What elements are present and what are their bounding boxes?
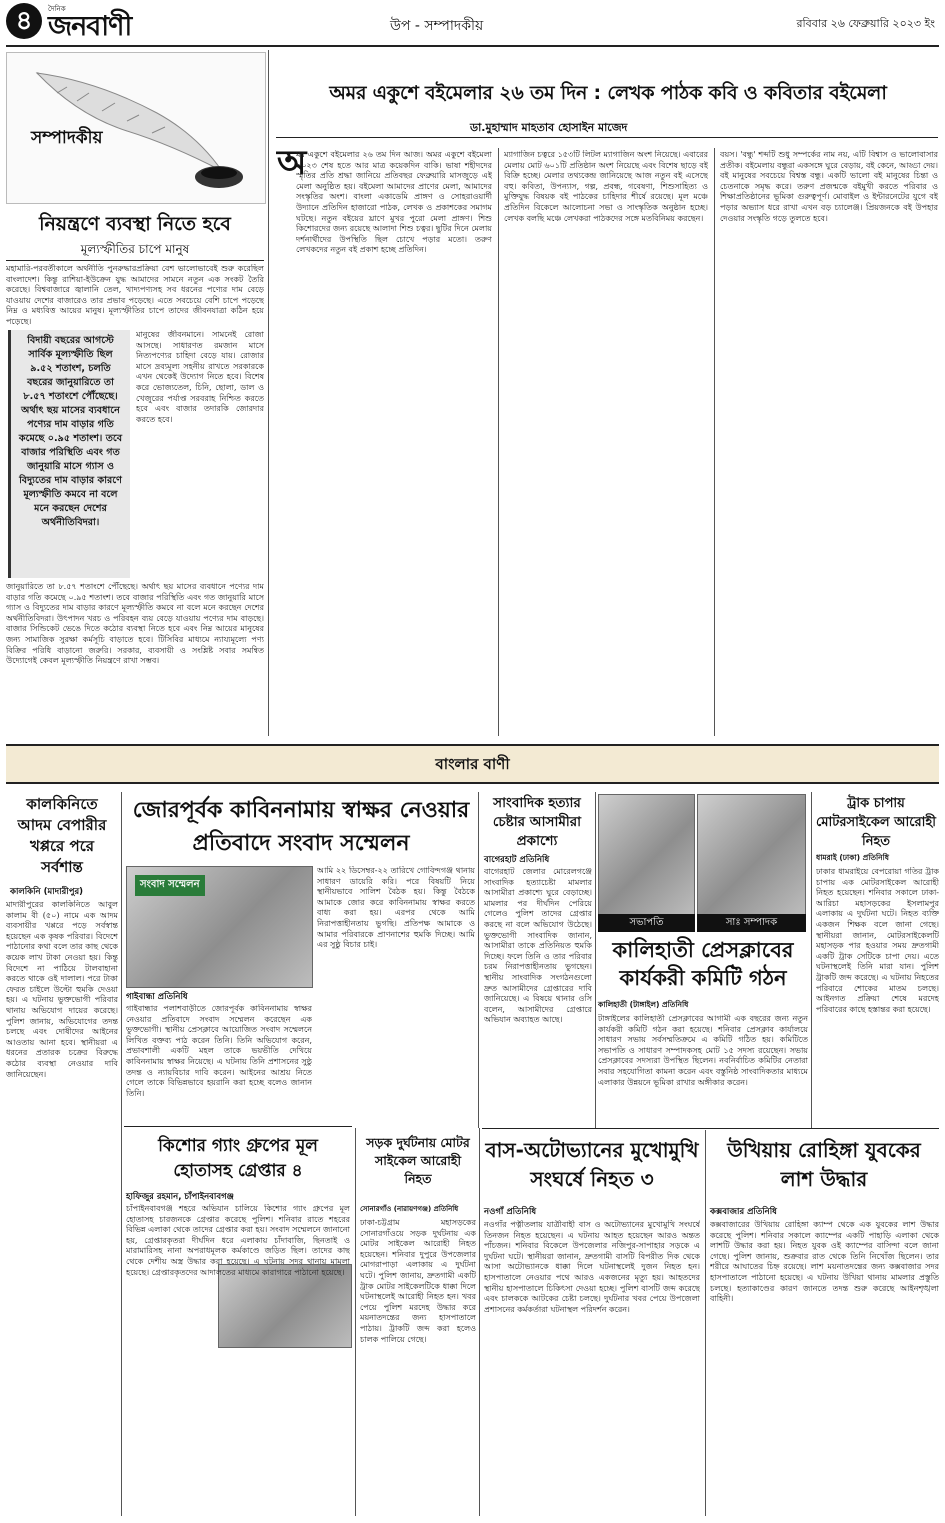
feature-col-2: ম্যাগাজিন চত্বরে ১৫৩টি লিটল ম্যাগাজিন অংশ নিয়েছে। এবারের মেলায় মোট ৬০১টি প্রতিষ্ঠান অংশ নিয়েছে এবং বিশেষ ছাড়ে বই বিক্রি হচ্ছে। মেলার তথ্যকেন্দ্র জানিয়েছে আজ নতুন বই এসেছে বহু। কবিতা, উপন্যাস, গল্প, প্রবন্ধ, গবেষণা, শিশুসাহিত্য ও মুক্তিযুদ্ধ বিষয়ক বই পাঠকের চাহিদার শীর্ষে রয়েছে। মূল মঞ্চে প্রতিদিন বিকেলে আলোচনা সভা ও সাংস্কৃতিক অনুষ্ঠান হচ্ছে। লেখক বলছি মঞ্চে লেখকরা পাঠকদের সঙ্গে মতবিনিময় করছেন। [504,150,708,223]
daily-label: দৈনিক [48,5,66,13]
news-byline: সোনারগাঁও (নারায়ণগঞ্জ) প্রতিনিধি [360,1205,459,1213]
feature-divider-1 [498,148,499,736]
news-headline: কালকিনিতে আদম বেপারীর খপ্পরে পরে সর্বশান্ত [17,795,107,876]
column-divider [268,50,269,736]
secretary-portrait [697,794,806,916]
news-body: টাঙ্গাইলের কালিহাতী প্রেসক্লাবের আগামী এক বছরের জন্য নতুন কার্যকরী কমিটি গঠন করা হয়েছে। শনিবার প্রেসক্লাব কার্যালয়ে সাধারণ সভায় সর্বসম্মতিক্রমে এ কমিটি গঠিত হয়। কমিটিতে সভাপতি ও সাধারণ সম্পাদকসহ মোট ১৫ সদস্য রয়েছেন। সভায় প্রেসক্লাবের সদস্যরা উপস্থিত ছিলেন। নবনির্বাচিত কমিটির নেতারা সবার সহযোগিতা কামনা করেন এবং বস্তুনিষ্ঠ সাংবাদিকতার মাধ্যমে এলাকার উন্নয়নে ভূমিকা রাখার অঙ্গীকার করেন। [598,1014,808,1087]
feature-author: ডা.মুহাম্মাদ মাহতাব হোসাইন মাজেদ [470,121,628,134]
news-byline: কক্সবাজার প্রতিনিধি [710,1207,777,1217]
newspaper-logo: জনবাণী [48,11,132,42]
masthead-rule [6,45,939,47]
news-divider [705,1130,706,1516]
news-byline: কালিহাতী (টাঙ্গাইল) প্রতিনিধি [598,1000,689,1009]
press-conference-photo [126,866,313,988]
news-byline: বাগেরহাট প্রতিনিধি [484,855,550,865]
news-byline: হাফিজুর রহমান, চাঁপাইনবাবগঞ্জ [126,1192,234,1202]
news-divider [811,792,812,1128]
news-headline: কিশোর গ্যাং গ্রুপের মূল হোতাসহ গ্রেপ্তার ৪ [158,1136,318,1181]
secretary-caption: সাঃ সম্পাদক [697,914,806,932]
news-divider [121,792,122,1516]
news-byline: গাইবান্ধা প্রতিনিধি [126,992,188,1002]
issue-date: রবিবার ২৬ ফেব্রুয়ারি ২০২৩ ইং [796,17,935,30]
news-byline: ধামরাই (ঢাকা) প্রতিনিধি [816,853,890,862]
news-headline: ট্রাক চাপায় মোটরসাইকেল আরোহী নিহত [816,796,937,849]
news-body: গাইবান্ধার পলাশবাড়ীতে জোরপূর্বক কাবিননামায় স্বাক্ষর নেওয়ার প্রতিবাদে সংবাদ সম্মেলন করেছেন এক ভুক্তভোগী। স্থানীয় প্রেসক্লাবে আয়োজিত সংবাদ সম্মেলনে লিখিত বক্তব্য পাঠ করেন তিনি। তিনি অভিযোগ করেন, প্রভাবশালী একটি মহল তাকে ভয়ভীতি দেখিয়ে কাবিননামায় স্বাক্ষর নিয়েছে। এ ঘটনায় তিনি প্রশাসনের সুষ্ঠু তদন্ত ও ন্যায়বিচার দাবি করেন। আইনের আশ্রয় নিতে গেলে তাকে বিভিন্নভাবে হয়রানি করা হচ্ছে বলেও জানান তিনি। [126,1004,312,1098]
news-rule [482,1128,939,1129]
editorial-headline: নিয়ন্ত্রণে ব্যবস্থা নিতে হবে [39,213,231,235]
news-divider [595,792,596,1128]
news-headline: সড়ক দুর্ঘটনায় মোটর সাইকেল আরোহী নিহত [366,1135,470,1186]
news-byline: নওগাঁ প্রতিনিধি [484,1207,537,1217]
photo-banner-text: সংবাদ সম্মেলন [135,875,205,896]
news-rule [124,1126,352,1127]
feature-dropcap: অ [277,143,307,183]
news-divider [479,1128,480,1516]
editorial-subhead: মূল্যস্ফীতির চাপে মানুষ [80,242,190,256]
news-body: ঢাকা-চট্টগ্রাম মহাসড়কের সোনারগাঁওয়ে সড়ক দুর্ঘটনায় এক মোটর সাইকেল আরোহী নিহত হয়েছেন। শনিবার দুপুরে উপজেলার মোগরাপাড়া এলাকায় এ দুর্ঘটনা ঘটে। পুলিশ জানায়, দ্রুতগামী একটি ট্রাক মোটর সাইকেলটিকে ধাক্কা দিলে ঘটনাস্থলেই আরোহী নিহত হন। খবর পেয়ে পুলিশ মরদেহ উদ্ধার করে ময়নাতদন্তের জন্য হাসপাতালে পাঠায়। ট্রাকটি জব্দ করা হলেও চালক পালিয়ে গেছে। [360,1218,476,1344]
news-headline: সাংবাদিক হত্যার চেষ্টার আসামীরা প্রকাশ্যে [492,795,582,849]
editorial-pullquote [8,330,130,578]
editorial-body-right: মানুষের জীবনমানে। সামনেই রোজা আসছে। সাধারণত রমজান মাসে নিত্যপণ্যের চাহিদা বেড়ে যায়। রোজার মাসে দ্রব্যমূল্য সহনীয় রাখতে সরকারকে এখন থেকেই উদ্যোগ নিতে হবে। বিশেষ করে ভোজ্যতেল, চিনি, ছোলা, ডাল ও খেজুরের পর্যাপ্ত সরবরাহ নিশ্চিত করতে হবে এবং বাজার তদারকি জোরদার করতে হবে। [136,330,264,424]
feature-col-3: বয়স। 'বন্ধু' শব্দটি শুধু সম্পর্কের নাম নয়, এটি বিশ্বাস ও ভালোবাসার প্রতীক। বইমেলায় বন্ধুরা একসঙ্গে ঘুরে বেড়ায়, বই কেনে, আড্ডা দেয়। বই মানুষের সবচেয়ে বিশ্বস্ত বন্ধু। একটি ভালো বই মানুষের চিন্তা ও চেতনাকে সমৃদ্ধ করে। তরুণ প্রজন্মকে বইমুখী করতে পরিবার ও শিক্ষাপ্রতিষ্ঠানের ভূমিকা গুরুত্বপূর্ণ। মোবাইল ও ইন্টারনেটের যুগে বই পড়ার অভ্যাস ধরে রাখা এখন বড় চ্যালেঞ্জ। প্রিয়জনকে বই উপহার দেওয়ার সংস্কৃতি গড়ে তুলতে হবে। [720,150,938,223]
news-headline: কালিহাতী প্রেসক্লাবের কার্যকরী কমিটি গঠন [612,938,794,990]
feature-col-1: মর একুশে বইমেলার ২৬ তম দিন আজ। অমর একুশে বইমেলা ২০২৩ শেষ হতে আর মাত্র কয়েকদিন বাকি। ভাষা শহীদদের স্মৃতির প্রতি শ্রদ্ধা জানিয়ে প্রতিবছর ফেব্রুয়ারি মাসজুড়ে এই মেলা অনুষ্ঠিত হয়। বইমেলা আমাদের প্রাণের মেলা, আমাদের সংস্কৃতির অংশ। বাংলা একাডেমি প্রাঙ্গণ ও সোহরাওয়ার্দী উদ্যানে প্রতিদিন হাজারো পাঠক, লেখক ও প্রকাশকের সমাগম ঘটছে। নতুন বইয়ের ঘ্রাণে মুখর পুরো মেলা প্রাঙ্গণ। শিশু কিশোরদের জন্য রয়েছে আলাদা শিশু চত্বর। ছুটির দিনে মেলায় দর্শনার্থীদের উপস্থিতি ছিল চোখে পড়ার মতো। তরুণ লেখকদের নতুন বই প্রকাশ হচ্ছে প্রতিদিন। [296,150,492,255]
section-banner [6,744,939,784]
news-body: ঢাকার ধামরাইয়ে বেপরোয়া গতির ট্রাক চাপায় এক মোটরসাইকেল আরোহী নিহত হয়েছেন। শনিবার সকালে ঢাকা-আরিচা মহাসড়কের ইসলামপুর এলাকায় এ দুর্ঘটনা ঘটে। নিহত ব্যক্তি একজন শিক্ষক বলে জানা গেছে। স্থানীয়রা জানান, মোটরসাইকেলটি মহাসড়ক পার হওয়ার সময় দ্রুতগামী একটি ট্রাক সেটিকে চাপা দেয়। এতে ঘটনাস্থলেই তিনি মারা যান। পুলিশ ট্রাকটি জব্দ করেছে। এ ঘটনায় নিহতের পরিবারে শোকের মাতম চলছে। আইনগত প্রক্রিয়া শেষে মরদেহ পরিবারের কাছে হস্তান্তর করা হয়েছে। [816,867,939,1014]
news-body: কক্সবাজারের উখিয়ায় রোহিঙ্গা ক্যাম্প থেকে এক যুবকের লাশ উদ্ধার করেছে পুলিশ। শনিবার সকালে ক্যাম্পের একটি পাহাড়ি এলাকা থেকে লাশটি উদ্ধার করা হয়। নিহত যুবক ওই ক্যাম্পের বাসিন্দা বলে জানা গেছে। পুলিশ জানায়, শুক্রবার রাত থেকে তিনি নিখোঁজ ছিলেন। তার শরীরে আঘাতের চিহ্ন রয়েছে। লাশ ময়নাতদন্তের জন্য কক্সবাজার সদর হাসপাতালে পাঠানো হয়েছে। এ ঘটনায় উখিয়া থানায় মামলার প্রস্তুতি চলছে। হত্যাকাণ্ডের কারণ জানতে তদন্ত শুরু করেছে আইনশৃঙ্খলা বাহিনী। [710,1220,939,1304]
feature-headline: অমর একুশে বইমেলার ২৬ তম দিন : লেখক পাঠক কবি ও কবিতার বইমেলা [329,82,887,104]
editorial-rule [6,260,264,261]
news-headline: বাস-অটোভ্যানের মুখোমুখি সংঘর্ষে নিহত ৩ [485,1138,699,1191]
news-body: নওগাঁর পত্নীতলায় যাত্রীবাহী বাস ও অটোভ্যানের মুখোমুখি সংঘর্ষে তিনজন নিহত হয়েছেন। এ ঘটনায় আহত হয়েছেন আরও অন্তত পাঁচজন। শনিবার বিকেলে উপজেলার নজিপুর-সাপাহার সড়কে এ দুর্ঘটনা ঘটে। স্থানীয়রা জানান, দ্রুতগামী বাসটি বিপরীত দিক থেকে আসা অটোভ্যানকে ধাক্কা দিলে ঘটনাস্থলেই দুজন নিহত হন। হাসপাতালে নেওয়ার পথে আরও একজনের মৃত্যু হয়। আহতদের স্থানীয় হাসপাতালে চিকিৎসা দেওয়া হচ্ছে। পুলিশ বাসটি জব্দ করেছে এবং চালককে আটকের চেষ্টা চলছে। দুর্ঘটনার খবর পেয়ে উপজেলা প্রশাসনের কর্মকর্তারা ঘটনাস্থল পরিদর্শন করেন। [484,1220,700,1314]
president-caption: সভাপতি [598,914,695,932]
news-body: আমি ২২ ডিসেম্বর-২২ তারিখে গোবিন্দগঞ্জ থানায় সাধারণ ডায়েরি করি। পরে বিষয়টি নিয়ে স্থানীয়ভাবে সালিশ বৈঠক হয়। কিন্তু বৈঠকে আমাকে জোর করে কাবিননামায় স্বাক্ষর করতে বাধ্য করা হয়। এরপর থেকে আমি নিরাপত্তাহীনতায় ভুগছি। প্রতিপক্ষ আমাকে ও আমার পরিবারকে প্রাণনাশের হুমকি দিচ্ছে। আমি এর সুষ্ঠু বিচার চাই। [317,866,475,950]
editorial-illustration [6,52,266,204]
feature-author-rule [276,137,938,138]
section-title: উপ - সম্পাদকীয় [390,18,484,34]
feature-divider-2 [714,148,715,736]
news-divider [355,1128,356,1516]
masthead [0,0,945,44]
news-body: চাঁপাইনবাবগঞ্জ শহরে অভিযান চালিয়ে কিশোর গ্যাং গ্রুপের মূল হোতাসহ চারজনকে গ্রেপ্তার করেছে পুলিশ। শনিবার রাতে শহরের বিভিন্ন এলাকা থেকে তাদের গ্রেপ্তার করা হয়। সংবাদ সম্মেলনে জানানো হয়, গ্রেপ্তারকৃতরা দীর্ঘদিন ধরে এলাকায় চাঁদাবাজি, ছিনতাই ও মারামারিসহ নানা অপরাধমূলক কর্মকাণ্ডে জড়িত ছিল। তাদের কাছ থেকে দেশীয় অস্ত্র উদ্ধার করা হয়েছে। এ ঘটনায় সদর থানায় মামলা হয়েছে। গ্রেপ্তারকৃতদের আদালতের মাধ্যমে কারাগারে পাঠানো হয়েছে। [126,1204,350,1277]
news-byline: কালকিনি (মাদারীপুর) [10,887,84,897]
news-divider [478,792,479,1128]
editorial-label: সম্পাদকীয় [31,128,103,148]
pullquote-text: বিদায়ী বছরের আগস্টে সার্বিক মূল্যস্ফীতি ছিল ৯.৫২ শতাংশ, চলতি বছরের জানুয়ারিতে তা ৮.৫৭ শতাংশে পৌঁছেছে। অর্থাৎ ছয় মাসের ব্যবধানে পণ্যের দাম বাড়ার গতি কমেছে ০.৯৫ শতাংশ। তবে বাজার পরিস্থিতি এবং গত জানুয়ারি মাসে গ্যাস ও বিদ্যুতের দাম বাড়ার কারণে মূল্যস্ফীতি কমবে না বলে মনে করছেন দেশের অর্থনীতিবিদরা। [18,335,123,528]
news-headline: উখিয়ায় রোহিঙ্গা যুবকের লাশ উদ্ধার [727,1138,921,1191]
news-body: বাগেরহাট জেলার মোরেলগঞ্জে সাংবাদিক হত্যাচেষ্টা মামলার আসামীরা প্রকাশ্যে ঘুরে বেড়াচ্ছে। মামলার পর দীর্ঘদিন পেরিয়ে গেলেও পুলিশ তাদের গ্রেপ্তার করছে না বলে অভিযোগ উঠেছে। ভুক্তভোগী সাংবাদিক জানান, আসামীরা তাকে প্রতিনিয়ত হুমকি দিচ্ছে। ফলে তিনি ও তার পরিবার চরম নিরাপত্তাহীনতায় ভুগছেন। স্থানীয় সাংবাদিক সংগঠনগুলো দ্রুত আসামীদের গ্রেপ্তারের দাবি জানিয়েছে। এ বিষয়ে থানার ওসি বলেন, আসামীদের গ্রেপ্তারে অভিযান অব্যাহত আছে। [484,867,592,1025]
news-body: মাদারীপুরের কালকিনিতে আবুল কালাম বী (৫০) নামে এক আদম ব্যবসায়ীর খপ্পরে পড়ে সর্বস্বান্ত হয়েছেন এক কৃষক পরিবার। বিদেশে পাঠানোর কথা বলে তার কাছ থেকে কয়েক লাখ টাকা নেওয়া হয়। কিন্তু বিদেশে না পাঠিয়ে টালবাহানা করতে থাকে ওই দালাল। পরে টাকা ফেরত চাইলে উল্টো হুমকি দেওয়া হয়। এ ঘটনায় ভুক্তভোগী পরিবার থানায় অভিযোগ দায়ের করেছে। পুলিশ জানায়, অভিযোগের তদন্ত চলছে এবং দোষীদের আইনের আওতায় আনা হবে। স্থানীয়রা এ ধরনের প্রতারক চক্রের বিরুদ্ধে কঠোর ব্যবস্থা নেওয়ার দাবি জানিয়েছেন। [6,900,118,1079]
page-number: ৪ [6,3,42,39]
news-headline: জোরপূর্বক কাবিননামায় স্বাক্ষর নেওয়ার প্রতিবাদে সংবাদ সম্মেলন [132,798,470,856]
president-portrait [598,794,695,916]
editorial-body-bottom: জানুয়ারিতে তা ৮.৫৭ শতাংশে পৌঁছেছে। অর্থাৎ ছয় মাসের ব্যবধানে পণ্যের দাম বাড়ার গতি কমেছে ০.৯৫ শতাংশ। তবে বাজার পরিস্থিতি এবং গত জানুয়ারি মাসে গ্যাস ও বিদ্যুতের দাম বাড়ার কারণে মূল্যস্ফীতি কমবে না বলে মনে করছেন দেশের অর্থনীতিবিদরা। উৎপাদন খরচ ও পরিবহন ব্যয় বেড়ে যাওয়ায় পণ্যের দাম বাড়ছে। বাজার সিন্ডিকেট ভেঙে দিতে কঠোর ব্যবস্থা নিতে হবে এবং নিম্ন আয়ের মানুষের জন্য সামাজিক সুরক্ষা কর্মসূচি বাড়াতে হবে। টিসিবির মাধ্যমে ন্যায্যমূল্যে পণ্য বিক্রির পরিধি বাড়ানো জরুরি। সরকার, ব্যবসায়ী ও সংশ্লিষ্ট সবার সমন্বিত উদ্যোগেই কেবল মূল্যস্ফীতি নিয়ন্ত্রণে রাখা সম্ভব। [6,582,264,666]
section-banner-title: বাংলার বাণী [435,755,510,773]
editorial-body-top: মহামারি-পরবর্তীকালে অর্থনীতি পুনরুদ্ধারপ্রক্রিয়া বেশ ভালোভাবেই শুরু করেছিল বাংলাদেশ। কিন্তু রাশিয়া-ইউক্রেন যুদ্ধ আমাদের সামনে নতুন এক সংকট তৈরি করেছে। বিশ্ববাজারে জ্বালানি তেল, খাদ্যপণ্যসহ সব ধরনের পণ্যের দাম বেড়ে যাওয়ায় দেশের বাজারেও তার প্রভাব পড়েছে। এতে সবচেয়ে বেশি চাপে পড়েছে নিম্ন ও মধ্যবিত্ত আয়ের মানুষ। মূল্যস্ফীতির চাপে তাদের জীবনযাত্রা কঠিন হয়ে পড়েছে। [6,264,264,326]
